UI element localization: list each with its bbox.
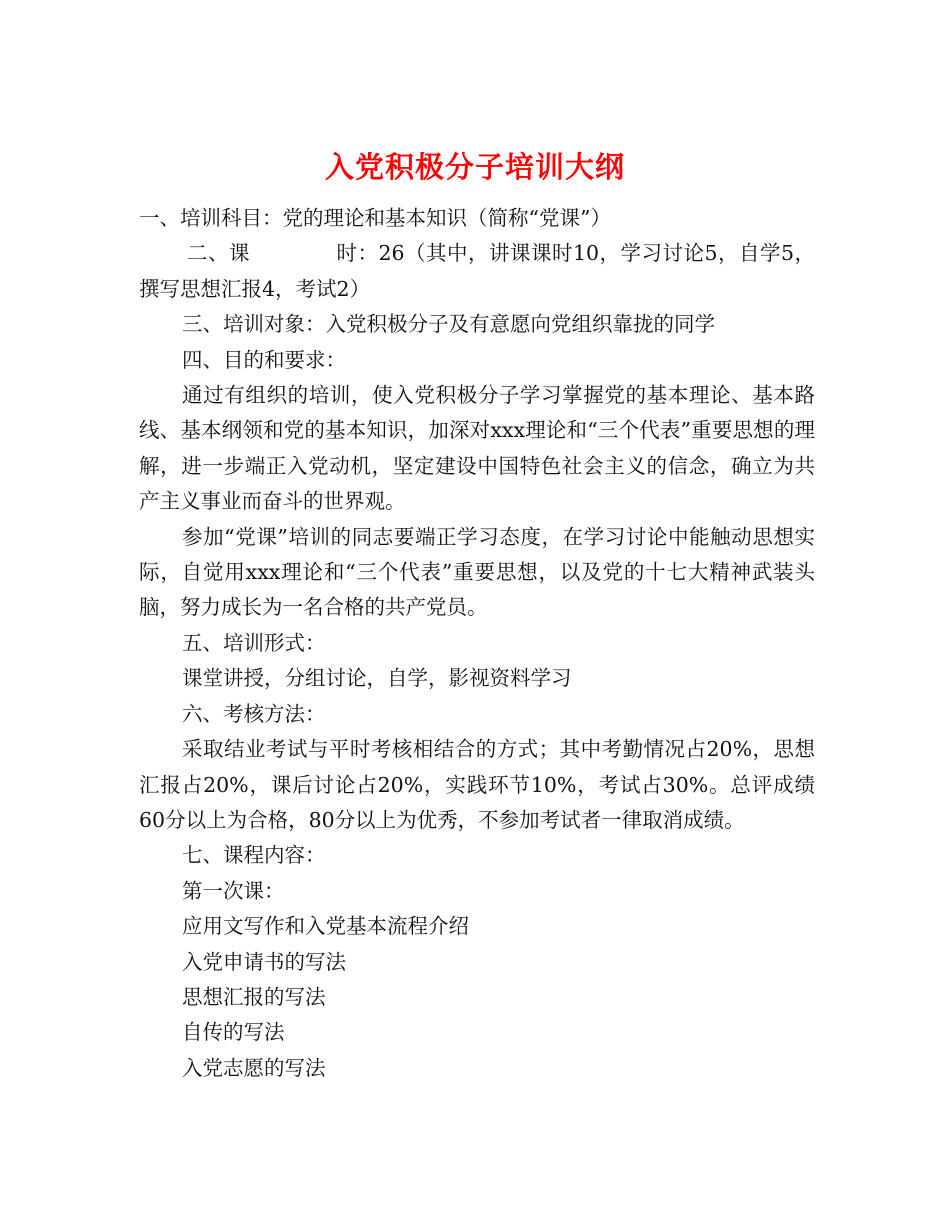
heading-first-class: 第一次课：: [182, 878, 285, 903]
course-item: 应用文写作和入党基本流程介绍: [182, 914, 469, 939]
document-title: 入党积极分子培训大纲: [324, 150, 625, 185]
course-item: 入党志愿的写法: [182, 1055, 326, 1080]
class-hours-detail: 时：26（其中，讲课课时10，学习讨论5，自学5，撰写思想汇报4，考试2）: [139, 241, 816, 301]
document-body: [139, 201, 815, 1086]
class-hours-label: 二、课: [187, 241, 250, 266]
paragraph-purpose-detail: 通过有组织的培训，使入党积极分子学习掌握党的基本理论、基本路线、基本纲领和党的基本知识，加深对xxx理论和“三个代表”重要思想的理解，进一步端正入党动机，坚定建设中国特色社会主义的信念，确立为共产主义事业而奋斗的世界观。: [139, 383, 815, 514]
paragraph-training-subject: 一、培训科目：党的理论和基本知识（简称“党课”）: [139, 206, 611, 230]
heading-purpose: 四、目的和要求：: [182, 347, 346, 372]
paragraph-training-target: 三、培训对象：入党积极分子及有意愿向党组织靠拢的同学: [182, 312, 715, 337]
paragraph-class-hours: [139, 236, 815, 307]
paragraph-training-form: 课堂讲授，分组讨论，自学，影视资料学习: [182, 666, 572, 691]
course-item: 自传的写法: [182, 1020, 285, 1045]
heading-training-form: 五、培训形式：: [182, 630, 326, 655]
paragraph-requirements: 参加“党课”培训的同志要端正学习态度，在学习讨论中能触动思想实际，自觉用xxx理论和“三个代表”重要思想，以及党的十七大精神武装头脑，努力成长为一名合格的共产党员。: [139, 524, 815, 620]
heading-course-content: 七、课程内容：: [182, 843, 326, 868]
paragraph-assessment: 采取结业考试与平时考核相结合的方式；其中考勤情况占20%，思想汇报占20%，课后讨论占20%，实践环节10%，考试占30%。总评成绩60分以上为合格，80分以上为优秀，不参加考试者一律取消成绩。: [139, 737, 815, 832]
course-item: 思想汇报的写法: [182, 984, 326, 1009]
course-item: 入党申请书的写法: [182, 949, 346, 974]
heading-assessment: 六、考核方法：: [182, 701, 326, 726]
